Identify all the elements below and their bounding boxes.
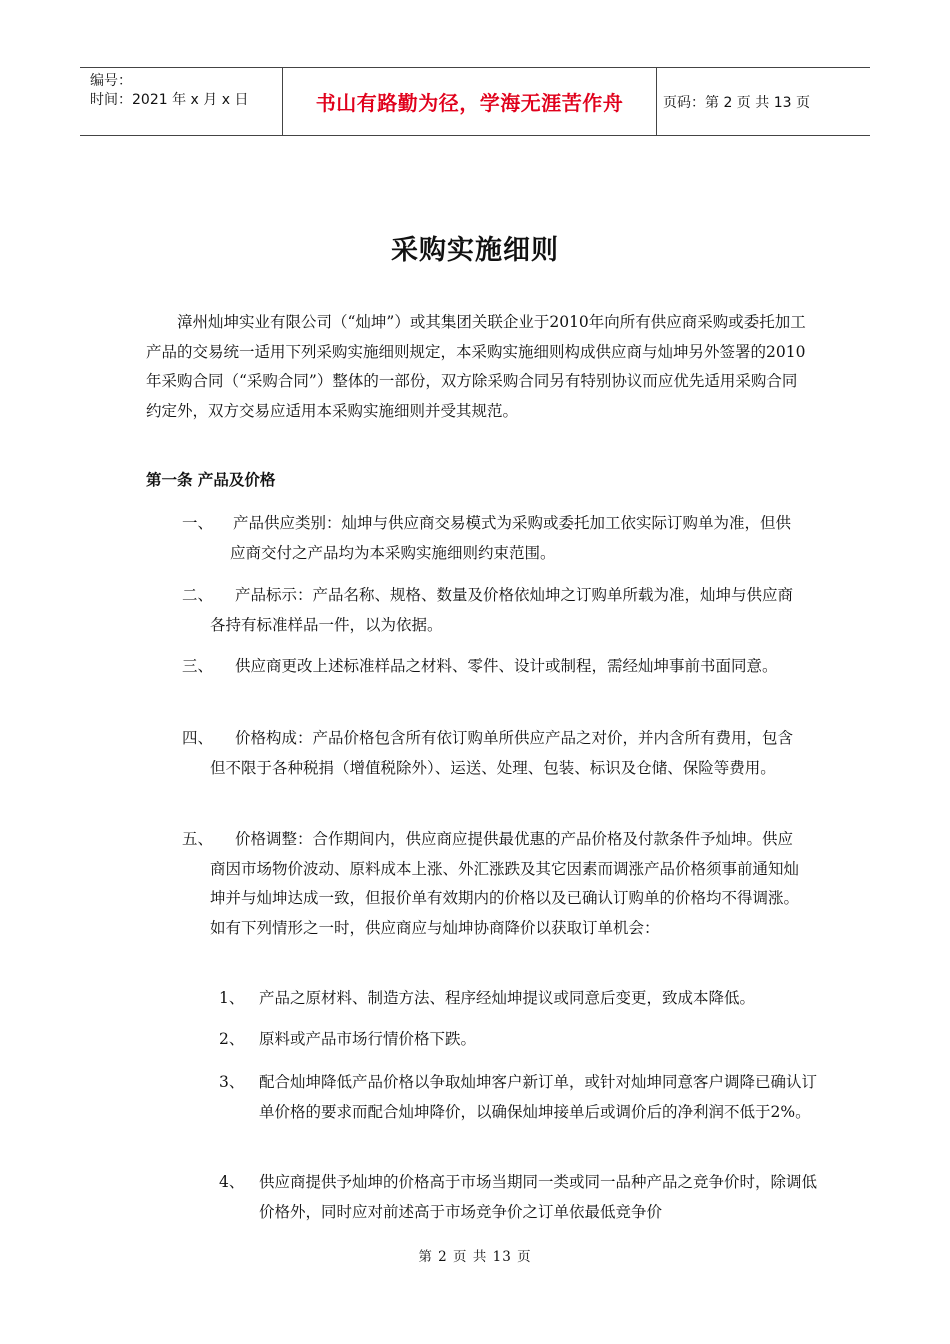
list-item bbox=[182, 724, 802, 783]
date-line: 时间：2021 年 x 月 x 日 bbox=[90, 92, 249, 108]
item-number: 一、 bbox=[182, 514, 214, 532]
list-item bbox=[182, 509, 802, 568]
item-number: 三、 bbox=[182, 657, 214, 675]
subitem-number: 1、 bbox=[219, 989, 245, 1007]
subitem-text: 配合灿坤降低产品价格以争取灿坤客户新订单，或针对灿坤同意客户调降已确认订单价格的要求而配合灿坤降价，以确保灿坤接单后或调价后的净利润不低于2%。 bbox=[259, 1073, 818, 1121]
sub-list-item bbox=[219, 984, 819, 1014]
page-header bbox=[80, 67, 870, 136]
subitem-text: 供应商提供予灿坤的价格高于市场当期同一类或同一品种产品之竞争价时，除调低价格外，同时应对前述高于市场竞争价之订单依最低竞争价 bbox=[259, 1173, 818, 1221]
item-number: 五、 bbox=[182, 830, 214, 848]
subitem-number: 3、 bbox=[219, 1073, 245, 1091]
item-text: 价格调整：合作期间内，供应商应提供最优惠的产品价格及付款条件予灿坤。供应商因市场物价波动、原料成本上涨、外汇涨跌及其它因素而调涨产品价格须事前通知灿坤并与灿坤达成一致，但报价单有效期内的价格以及已确认订购单的价格均不得调涨。如有下列情形之一时，供应商应与灿坤协商降价以获取订单机会： bbox=[210, 830, 800, 937]
item-text: 价格构成：产品价格包含所有依订购单所供应产品之对价，并内含所有费用，包含但不限于各种税捐（增值税除外）、运送、处理、包装、标识及仓储、保险等费用。 bbox=[210, 729, 794, 777]
header-page-info: 页码：第 2 页 共 13 页 bbox=[663, 94, 810, 111]
item-text: 产品标示：产品名称、规格、数量及价格依灿坤之订购单所载为准，灿坤与供应商各持有标准样品一件，以为依据。 bbox=[210, 586, 794, 634]
page-footer: 第 2 页 共 13 页 bbox=[418, 1249, 532, 1265]
document-title: 采购实施细则 bbox=[391, 235, 559, 266]
header-motto: 书山有路勤为径，学海无涯苦作舟 bbox=[283, 68, 657, 135]
list-item bbox=[182, 581, 802, 640]
list-item bbox=[182, 652, 802, 682]
subitem-number: 4、 bbox=[219, 1173, 245, 1191]
list-item bbox=[182, 825, 802, 943]
sub-list-item bbox=[219, 1025, 819, 1055]
item-text: 供应商更改上述标准样品之材料、零件、设计或制程，需经灿坤事前书面同意。 bbox=[235, 657, 778, 675]
item-number: 四、 bbox=[182, 729, 214, 747]
subitem-number: 2、 bbox=[219, 1030, 245, 1048]
item-number: 二、 bbox=[182, 586, 214, 604]
header-meta bbox=[80, 68, 283, 135]
item-text: 产品供应类别：灿坤与供应商交易模式为采购或委托加工依实际订购单为准，但供应商交付之产品均为本采购实施细则约束范围。 bbox=[230, 514, 792, 562]
sub-list-item bbox=[219, 1168, 819, 1227]
section-heading: 第一条 产品及价格 bbox=[146, 471, 276, 489]
subitem-text: 原料或产品市场行情价格下跌。 bbox=[259, 1030, 477, 1048]
serial-label: 编号： bbox=[90, 73, 132, 89]
sub-list-item bbox=[219, 1068, 819, 1127]
subitem-text: 产品之原材料、制造方法、程序经灿坤提议或同意后变更，致成本降低。 bbox=[259, 989, 756, 1007]
intro-paragraph: 漳州灿坤实业有限公司（“灿坤”）或其集团关联企业于2010年向所有供应商采购或委托加工产品的交易统一适用下列采购实施细则规定，本采购实施细则构成供应商与灿坤另外签署的2010年采购合同（“采购合同”）整体的一部份，双方除采购合同另有特别协议而应优先适用采购合同约定外，双方交易应适用本采购实施细则并受其规范。 bbox=[146, 313, 806, 420]
